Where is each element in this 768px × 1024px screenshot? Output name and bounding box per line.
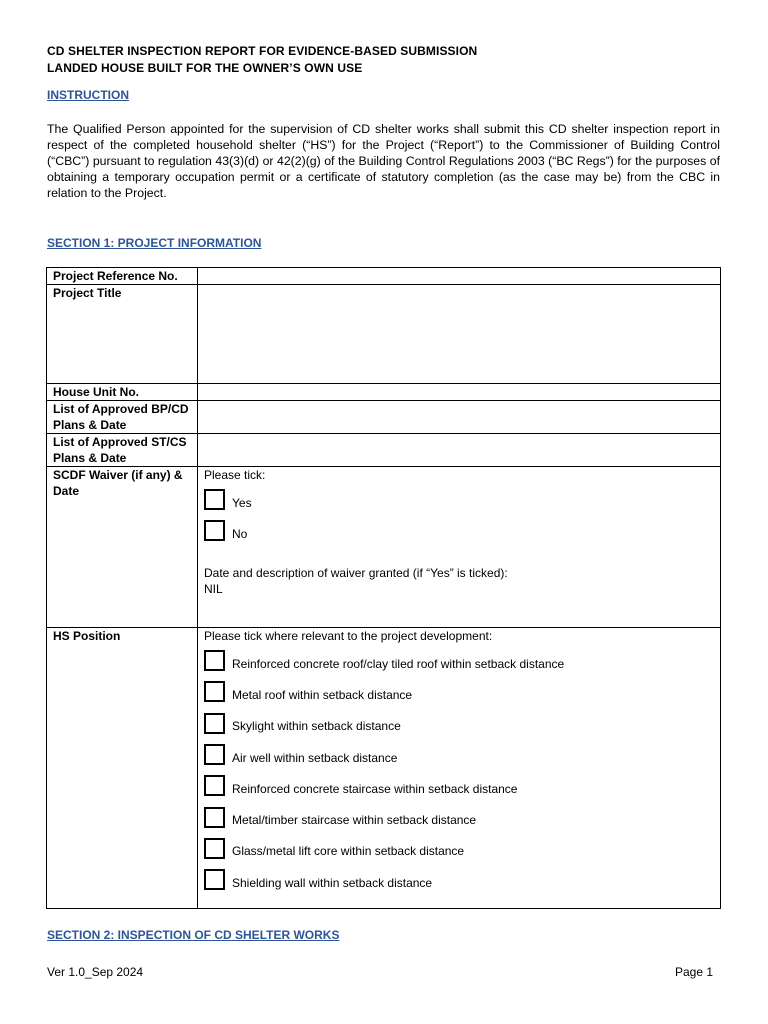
checkbox[interactable] [204, 744, 225, 765]
table-row-bpcd-plans [47, 401, 721, 434]
instruction-paragraph: The Qualified Person appointed for the supervision of CD shelter works shall submit this CD shelter inspection report in respect of the completed household shelter (“HS”) for the Project (“Report”) to the Commissioner of Building Control (“CBC”) pursuant to regulation 43(3)(d) or 42(2)(g) of the Building Control Regulations 2003 (“BC Regs”) for the purposes of obtaining a temporary occupation permit or a certificate of statutory completion (as the case may be) from the CBC in relation to the Project. [47, 122, 720, 200]
hs-option-label: Air well within setback distance [232, 750, 398, 765]
hs-option-label: Reinforced concrete staircase within setback distance [232, 781, 518, 796]
stcs-plans-field[interactable] [198, 434, 721, 467]
table-row-project-reference [47, 268, 721, 285]
hs-option-label: Glass/metal lift core within setback distance [232, 844, 465, 859]
hs-option-label: Skylight within setback distance [232, 719, 401, 734]
section2-heading: SECTION 2: INSPECTION OF CD SHELTER WORKS [47, 928, 340, 942]
project-information-table [46, 267, 721, 909]
hs-option[interactable] [204, 801, 714, 832]
checkbox[interactable] [204, 713, 225, 734]
document-title-line1: CD SHELTER INSPECTION REPORT FOR EVIDENCE-BASED SUBMISSION [47, 44, 478, 58]
scdf-waiver-label: SCDF Waiver (if any) & Date [47, 467, 198, 628]
hs-position-label: HS Position [47, 628, 198, 909]
project-reference-label: Project Reference No. [47, 268, 198, 285]
hs-option-label: Shielding wall within setback distance [232, 875, 433, 890]
scdf-waiver-cell [198, 467, 721, 628]
hs-option-label: Metal/timber staircase within setback distance [232, 813, 477, 828]
checkbox[interactable] [204, 681, 225, 702]
hs-option[interactable] [204, 770, 714, 801]
table-row-house-unit [47, 384, 721, 401]
waiver-option-yes[interactable] [204, 484, 714, 515]
waiver-option-label: Yes [232, 495, 252, 510]
checkbox-no[interactable] [204, 520, 225, 541]
bpcd-plans-label: List of Approved BP/CD Plans & Date [47, 401, 198, 434]
table-row-hs-position [47, 628, 721, 909]
project-title-field[interactable] [198, 285, 721, 384]
checkbox-yes[interactable] [204, 489, 225, 510]
hs-option[interactable] [204, 739, 714, 770]
hs-position-cell [198, 628, 721, 909]
bpcd-plans-field[interactable] [198, 401, 721, 434]
waiver-note-value[interactable]: NIL [204, 581, 223, 596]
table-row-project-title [47, 285, 721, 384]
footer-page-number: Page 1 [675, 965, 714, 979]
checkbox[interactable] [204, 650, 225, 671]
hs-option[interactable] [204, 708, 714, 739]
document-title-line2: LANDED HOUSE BUILT FOR THE OWNER’S OWN USE [47, 61, 363, 75]
checkbox[interactable] [204, 775, 225, 796]
waiver-option-no[interactable] [204, 515, 714, 546]
instruction-heading: INSTRUCTION [47, 88, 129, 102]
table-row-stcs-plans [47, 434, 721, 467]
waiver-note-label: Date and description of waiver granted (if “Yes” is ticked): [204, 565, 508, 580]
section1-heading: SECTION 1: PROJECT INFORMATION [47, 236, 262, 250]
checkbox[interactable] [204, 838, 225, 859]
hs-option[interactable] [204, 864, 714, 895]
project-reference-field[interactable] [198, 268, 721, 285]
hs-position-prompt: Please tick where relevant to the project development: [204, 629, 493, 643]
footer-version: Ver 1.0_Sep 2024 [47, 965, 144, 979]
hs-option[interactable] [204, 676, 714, 707]
house-unit-label: House Unit No. [47, 384, 198, 401]
stcs-plans-label: List of Approved ST/CS Plans & Date [47, 434, 198, 467]
hs-option-label: Reinforced concrete roof/clay tiled roof within setback distance [232, 656, 565, 671]
hs-option[interactable] [204, 833, 714, 864]
checkbox[interactable] [204, 869, 225, 890]
checkbox[interactable] [204, 807, 225, 828]
hs-option-label: Metal roof within setback distance [232, 687, 413, 702]
waiver-option-label: No [232, 526, 248, 541]
house-unit-field[interactable] [198, 384, 721, 401]
table-row-scdf-waiver [47, 467, 721, 628]
waiver-prompt: Please tick: [204, 468, 266, 482]
project-title-label: Project Title [47, 285, 198, 384]
hs-option[interactable] [204, 645, 714, 676]
